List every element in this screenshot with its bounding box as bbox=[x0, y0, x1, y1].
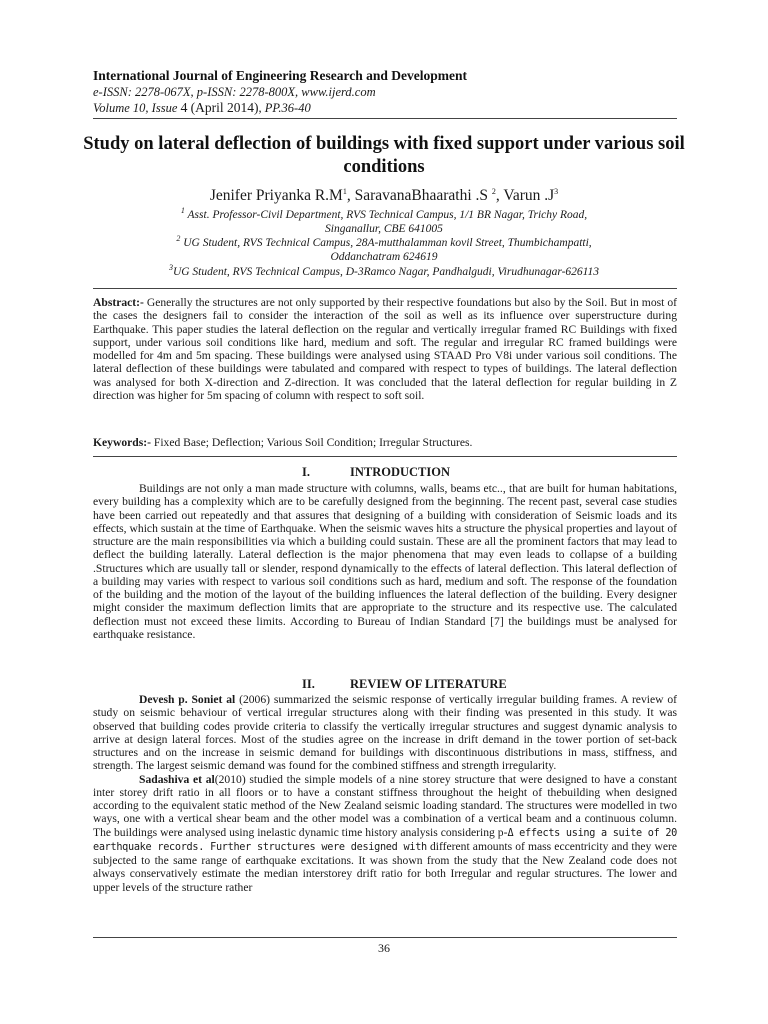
author-3-sup: 3 bbox=[554, 186, 559, 196]
author-list bbox=[80, 186, 688, 206]
affiliation-2-line1: UG Student, RVS Technical Campus, 28A-mutthalamman kovil Street, Thumbichampatti, bbox=[180, 237, 592, 249]
review-1-text: (2006) summarized the seismic response of vertically irregular building frames. A review of study on seismic behaviour of vertical irregular structures along with their finding was presented in this study. It was observed that building codes provide criteria to classify the vertically irregular structures and suggest dynamic analysis to arrive at design lateral forces. Most of the studies agree on the increase in drift demand in the tower portion of set-back structures and on the increase in seismic demand for buildings with discontinuous distributions in mass, stiffness, and strength. The largest seismic demand was found for the combined stiffness and strength irregularity. bbox=[93, 693, 677, 773]
review-1-author: Devesh p. Soniet al bbox=[139, 693, 236, 706]
abstract bbox=[93, 296, 677, 402]
volume-month: (April 2014) bbox=[190, 100, 259, 115]
footer-rule bbox=[93, 937, 677, 938]
journal-issn: e-ISSN: 2278-067X, p-ISSN: 2278-800X, www.ijerd.com bbox=[93, 85, 376, 99]
review-2-text-b: different amounts of mass eccentricity and they were subjected to the same range of earthquake excitations. It was shown from the study that the New Zealand code does not always conservatively estimate the median interstorey drift ratio for both Irregular and regular structures. The lower and upper levels of the structure rather bbox=[93, 839, 677, 894]
affiliation-1-line1: Asst. Professor-Civil Department, RVS Technical Campus, 1/1 BR Nagar, Trichy Road, bbox=[184, 209, 588, 221]
review-2-author: Sadashiva et al bbox=[139, 772, 215, 786]
paper-title: Study on lateral deflection of buildings with fixed support under various soil conditions bbox=[83, 134, 685, 177]
affiliation-1-line2: Singanallur, CBE 641005 bbox=[325, 222, 443, 235]
keywords-label: Keywords:- bbox=[93, 436, 151, 449]
abstract-bottom-rule bbox=[93, 456, 677, 457]
affiliation-2 bbox=[80, 234, 688, 264]
affiliation-2-sup: 2 bbox=[176, 234, 181, 244]
introduction-body bbox=[93, 482, 677, 641]
section-2-number: II. bbox=[302, 677, 315, 691]
journal-volume bbox=[93, 100, 693, 117]
review-paragraph-2 bbox=[93, 773, 677, 894]
section-2-title: REVIEW OF LITERATURE bbox=[350, 677, 507, 691]
affiliation-2-line2: Oddanchatram 624619 bbox=[330, 250, 438, 263]
journal-header bbox=[93, 68, 693, 117]
section-1-title: INTRODUCTION bbox=[350, 465, 451, 479]
author-1-sup: 1 bbox=[342, 186, 347, 196]
keywords-text: Fixed Base; Deflection; Various Soil Condition; Irregular Structures. bbox=[150, 436, 473, 449]
affiliation-3-line1: UG Student, RVS Technical Campus, D-3Ramco Nagar, Pandhalgudi, Virudhunagar-626113 bbox=[172, 266, 600, 278]
author-1: Jenifer Priyanka R.M bbox=[209, 187, 343, 204]
author-3: , Varun .J bbox=[495, 187, 555, 204]
abstract-text: Generally the structures are not only supported by their respective foundations but also by the Soil. But in most of the cases the designers fail to consider the interaction of the soil as well as its influence over superstructure during Earthquake. This paper studies the lateral deflection on the regular and vertically irregular framed RC Buildings with fixed support, under various soil conditions like hard, medium and soft. The regular and irregular RC framed buildings were modelled for 4m and 5m spacing. These buildings were analysed using STAAD Pro V8i under various soil conditions. The lateral deflection of these buildings were tabulated and compared with respect to types of buildings. The lateral deflection was analysed for both X-direction and Z-direction. It was concluded that the lateral deflection for regular building in Z direction was higher for 5m spacing of column with respect to soft soil. bbox=[93, 296, 677, 402]
author-2-sup: 2 bbox=[491, 186, 496, 196]
introduction-paragraph: Buildings are not only a man made structure with columns, walls, beams etc.., that are built for human habitations, every building has a complexity which are to be carefully designed from the beginning. The recent past, several case studies have been carried out repeatedly and that assures that designing of a building with consideration of Seismic loads and its effects, which sustain at the time of Earthquake. When the seismic waves hits a structure the physical properties and layout of structure are the main responsibilities via which a building could sustain. These are all the prominent factors that may lead to deflect the building laterally. Lateral deflection is the major phenomena that may even leads to collapse of a building .Structures which are usually tall or slender, respond dynamically to the effects of lateral deflection. This lateral deflection of a building may varies with respect to various soil conditions such as hard, medium and soft. The response of the foundation of the building and the motion of the layout of the building influences the lateral deflection of the building. Every designer might consider the maximum deflection limits that are appropriate to the structure and its respective use. The calculated deflection must not exceed these limits. According to Bureau of Indian Standard [7] the buildings must be analysed for earthquake resistance. bbox=[93, 482, 677, 641]
volume-pages: , PP.36-40 bbox=[258, 101, 311, 115]
affiliation-1-sup: 1 bbox=[180, 206, 185, 216]
keywords bbox=[93, 436, 677, 449]
review-2-text-a: (2010) studied the simple models of a nine storey structure that were designed to have a constant inter storey drift ratio in all floors or to have a constant stiffness throughout the height of thebuilding when designed according to the equivalent static method of the New Zealand seismic loading standard. The structures were modelled in two ways, one with a vertical shear beam and the other model was a combination of a vertical beam and a continuous column. The buildings were analysed using inelastic dynamic time history analysis considering p- bbox=[93, 772, 677, 839]
author-2: , SaravanaBhaarathi .S bbox=[346, 187, 492, 204]
header-rule bbox=[93, 118, 677, 119]
volume-issue-number: 4 bbox=[180, 101, 188, 116]
journal-name: International Journal of Engineering Research and Development bbox=[93, 68, 467, 83]
abstract-top-rule bbox=[93, 288, 677, 289]
section-1-number: I. bbox=[302, 465, 310, 479]
affiliation-3 bbox=[80, 263, 688, 280]
page-number: 36 bbox=[378, 941, 390, 955]
abstract-label: Abstract:- bbox=[93, 296, 144, 309]
review-2-text-mono: Δ effects using a suite of 20 earthquake records. Further structures were designed with bbox=[93, 827, 678, 853]
volume-prefix: Volume 10, Issue bbox=[93, 101, 181, 115]
affiliation-1 bbox=[80, 206, 688, 236]
affiliation-3-sup: 3 bbox=[168, 263, 173, 273]
review-body bbox=[93, 693, 677, 894]
review-paragraph-1 bbox=[93, 693, 677, 773]
